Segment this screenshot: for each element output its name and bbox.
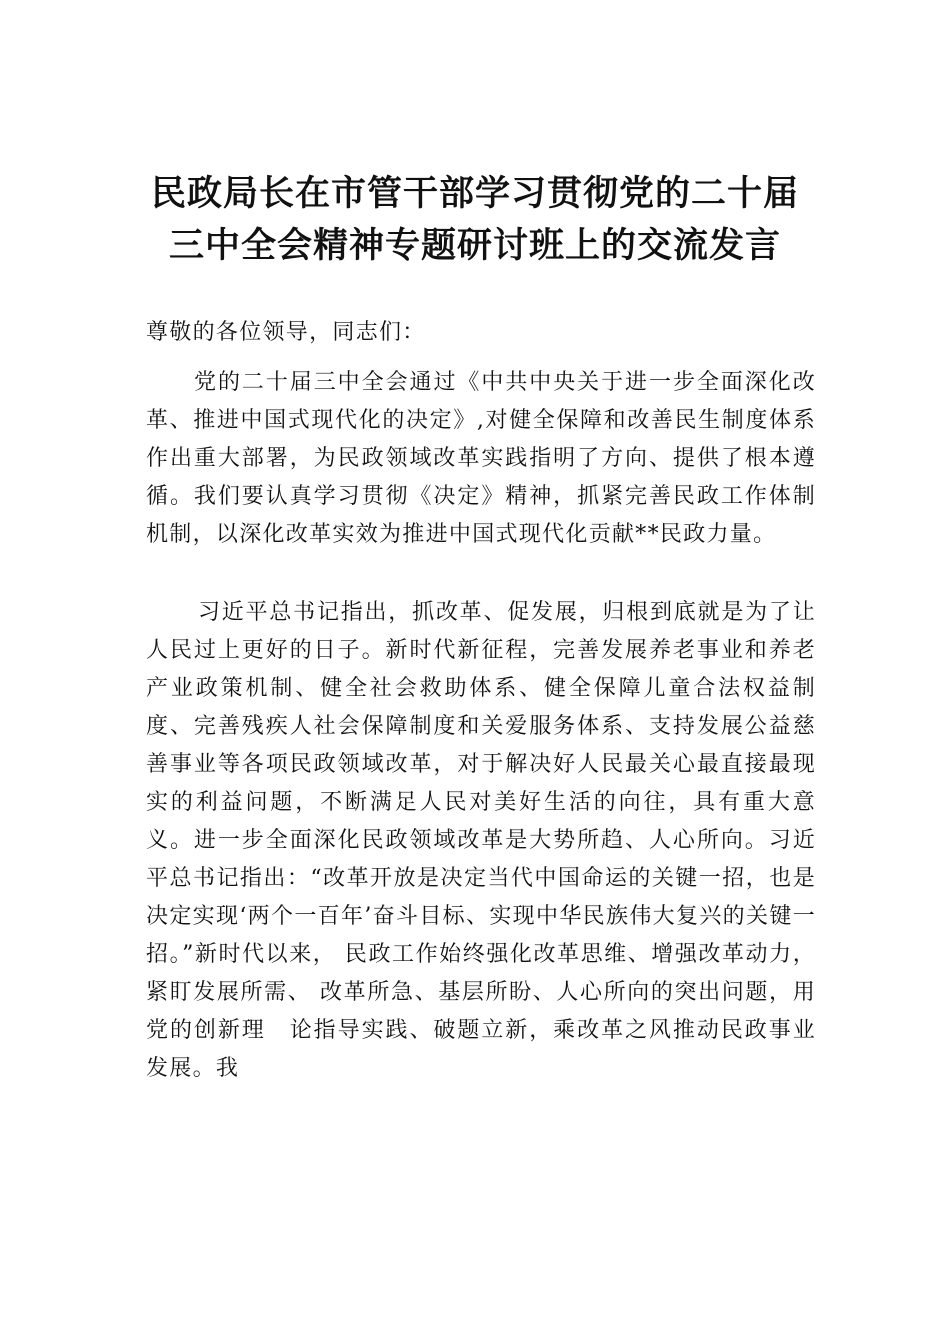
document-title xyxy=(100,168,850,272)
paragraph-2: 习近平总书记指出，抓改革、促发展，归根到底就是为了让人民过上更好的日子。新时代新征程，完善发展养老事业和养老产业政策机制、健全社会救助体系、健全保障儿童合法权益制度、完善残疾人社会保障制度和关爱服务体系、支持发展公益慈善事业等各项民政领域改革，对于解决好人民最关心最直接最现实的利益问题，不断满足人民对美好生活的向往，具有重大意义。进一步全面深化民政领域改革是大势所趋、人心所向。习近平总书记指出：“改革开放是决定当代中国命运的关键一招，也是决定实现‘两个一百年’奋斗目标、实现中华民族伟大复兴的关键一招。”新时代以来， 民政工作始终强化改革思维、增强改革动力，紧盯发展所需、 改革所急、基层所盼、人心所向的突出问题，用党的创新理 论指导实践、破题立新，乘改革之风推动民政事业发展。我 xyxy=(146,600,816,1081)
salutation: 尊敬的各位领导，同志们： xyxy=(146,320,426,345)
paragraph-1: 党的二十届三中全会通过《中共中央关于进一步全面深化改革、推进中国式现代化的决定》,对健全保障和改善民生制度体系作出重大部署，为民政领域改革实践指明了方向、提供了根本遵循。我们要认真学习贯彻《决定》精神，抓紧完善民政工作体制机制，以深化改革实效为推进中国式现代化贡献**民政力量。 xyxy=(146,370,816,547)
title-line-1: 民政局长在市管干部学习贯彻党的二十届 xyxy=(150,174,799,214)
title-line-2: 三中全会精神专题研讨班上的交流发言 xyxy=(168,226,781,266)
